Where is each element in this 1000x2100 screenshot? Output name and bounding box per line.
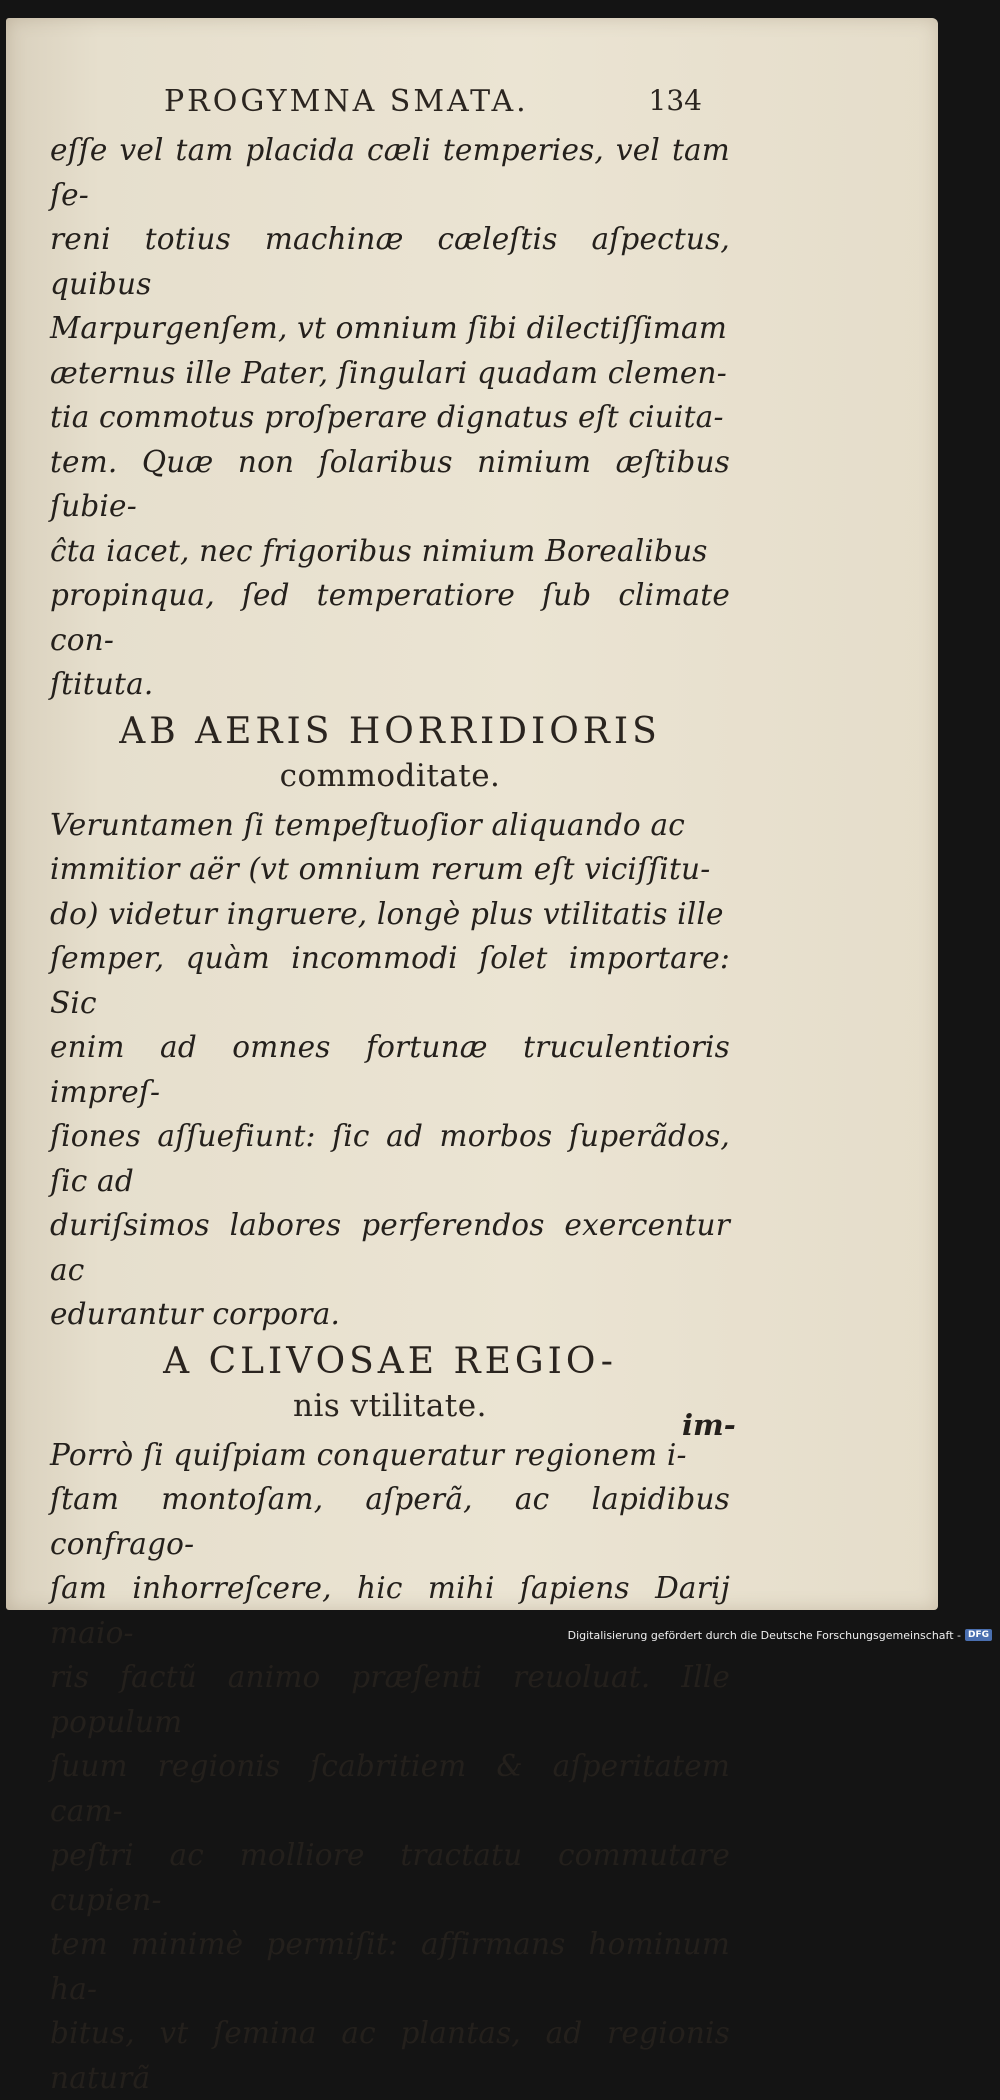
section-heading-1-subtitle: commoditate. [50, 755, 730, 797]
text-block [50, 128, 730, 2100]
paragraph-2: Veruntamen ſi tempeſtuoſior aliquando ac immitior aër (vt omnium rerum eſt viciſſitu- do) videtur ingruere, longè plus vtilitatis ille ſemper, quàm incommodi ſolet importare: Sic enim ad omnes fortunæ truculentioris impreſ- ſiones aſſuefiunt: ſic ad morbos ſuperãdos, ſic ad duriſsimos labores perferendos exercentur ac edurantur corpora. [50, 803, 730, 1337]
credit-text: Digitalisierung gefördert durch die Deutsche Forschungsgemeinschaft - [568, 1629, 961, 1642]
digitization-credit [566, 1626, 994, 1644]
catchword: im- [682, 1408, 736, 1442]
paragraph-1: eſſe vel tam placida cæli temperies, vel tam ſe- reni totius machinæ cæleſtis aſpectus, quibus Marpurgenſem, vt omnium ſibi dilectiſſimam æternus ille Pater, ſingulari quadam clemen- tia commotus proſperare dignatus eſt ciuita- tem. Quæ non ſolaribus nimium æſtibus ſubie- ĉta iacet, nec frigoribus nimium Borealibus propinqua, ſed temperatiore ſub climate con- ſtituta. [50, 128, 730, 707]
running-title: PROGYMNA SMATA. [164, 84, 529, 119]
paragraph-3: Porrò ſi quiſpiam conqueratur regionem i- ſtam montoſam, aſperã, ac lapidibus confrago- ſam inhorreſcere, hic mihi ſapiens Darij maio- ris factũ animo præſenti reuoluat. Ille populum ſuum regionis ſcabritiem & aſperitatem cam- peſtri ac molliore tractatu commutare cupien- tem minimè permiſit: affirmans hominum ha- bitus, vt ſemina ac plantas, ad regionis naturã [50, 1433, 730, 2100]
section-heading-1-title: AB AERIS HORRIDIORIS [50, 709, 730, 755]
section-heading-2-subtitle: nis vtilitate. [50, 1385, 730, 1427]
page-number: 134 [649, 84, 702, 117]
dfg-logo: DFG [965, 1629, 992, 1641]
running-head [156, 76, 716, 126]
section-heading-2 [50, 1339, 730, 1427]
book-page [6, 18, 938, 1610]
section-heading-2-title: A CLIVOSAE REGIO- [50, 1339, 730, 1385]
section-heading-1 [50, 709, 730, 797]
